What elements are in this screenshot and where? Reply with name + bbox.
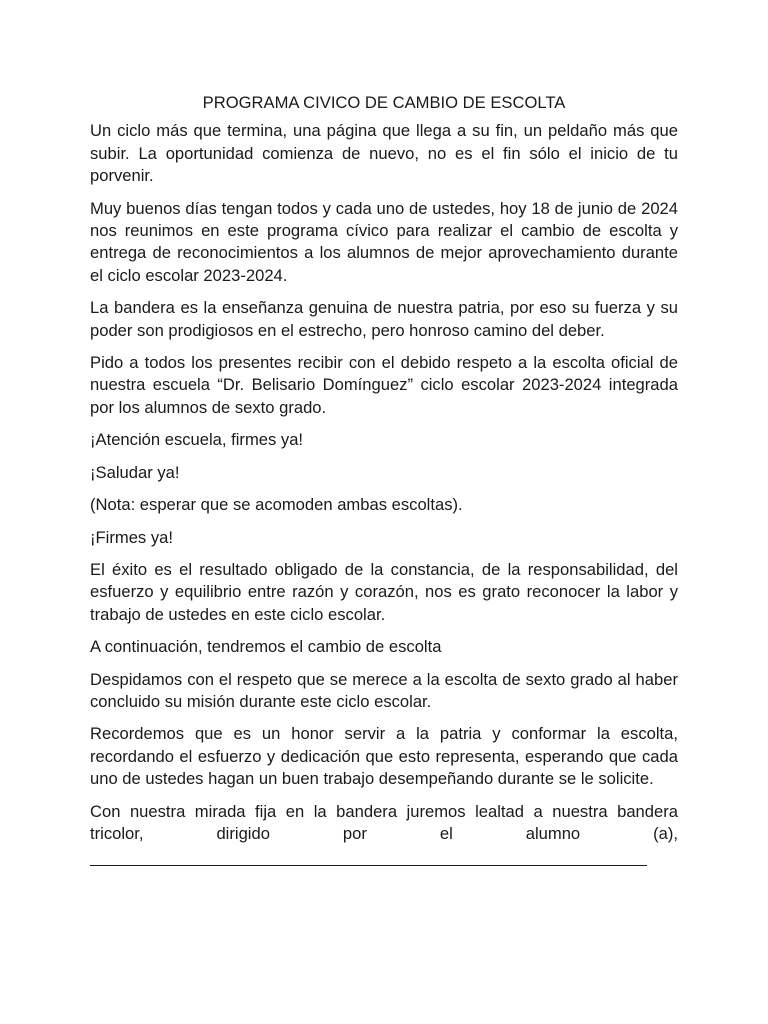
paragraph-note: (Nota: esperar que se acomoden ambas escoltas). bbox=[90, 495, 463, 515]
document-title: PROGRAMA CIVICO DE CAMBIO DE ESCOLTA bbox=[202, 93, 566, 112]
paragraph-escort-request: Pido a todos los presentes recibir con el debido respeto a la escolta oficial de nuestra escuela “Dr. Belisario Domínguez” ciclo escolar 2023-2024 integrada por los alumnos de sexto grado. bbox=[90, 353, 678, 417]
document-page bbox=[90, 92, 678, 866]
paragraph-command-firm: ¡Firmes ya! bbox=[90, 527, 173, 547]
paragraph-command-salute: ¡Saludar ya! bbox=[90, 462, 180, 482]
paragraph-command-attention: ¡Atención escuela, firmes ya! bbox=[90, 430, 304, 450]
signature-blank-line bbox=[90, 865, 647, 866]
paragraph-flag: La bandera es la enseñanza genuina de nuestra patria, por eso su fuerza y su poder son prodigiosos en el estrecho, pero honroso camino del deber. bbox=[90, 298, 678, 340]
paragraph-honor: Recordemos que es un honor servir a la patria y conformar la escolta, recordando el esfuerzo y dedicación que esto representa, esperando que cada uno de ustedes hagan un buen trabajo desempeñando durante se le solicite. bbox=[90, 724, 678, 789]
paragraph-success: El éxito es el resultado obligado de la constancia, de la responsabilidad, del esfuerzo y equilibrio entre razón y corazón, nos es grato reconocer la labor y trabajo de ustedes en este ciclo escolar. bbox=[90, 559, 678, 624]
paragraph-intro: Un ciclo más que termina, una página que llega a su fin, un peldaño más que subir. La oportunidad comienza de nuevo, no es el fin sólo el inicio de tu porvenir. bbox=[90, 121, 678, 186]
paragraph-continuation: A continuación, tendremos el cambio de escolta bbox=[90, 637, 442, 657]
paragraph-oath: Con nuestra mirada fija en la bandera juremos lealtad a nuestra bandera tricolor, dirigido por el alumno (a), bbox=[90, 801, 678, 843]
paragraph-farewell: Despidamos con el respeto que se merece a la escolta de sexto grado al haber concluido su misión durante este ciclo escolar. bbox=[90, 669, 678, 711]
paragraph-greeting: Muy buenos días tengan todos y cada uno de ustedes, hoy 18 de junio de 2024 nos reunimos en este programa cívico para realizar el cambio de escolta y entrega de reconocimientos a los alumnos de mejor aprovechamiento durante el ciclo escolar 2023-2024. bbox=[90, 198, 678, 285]
